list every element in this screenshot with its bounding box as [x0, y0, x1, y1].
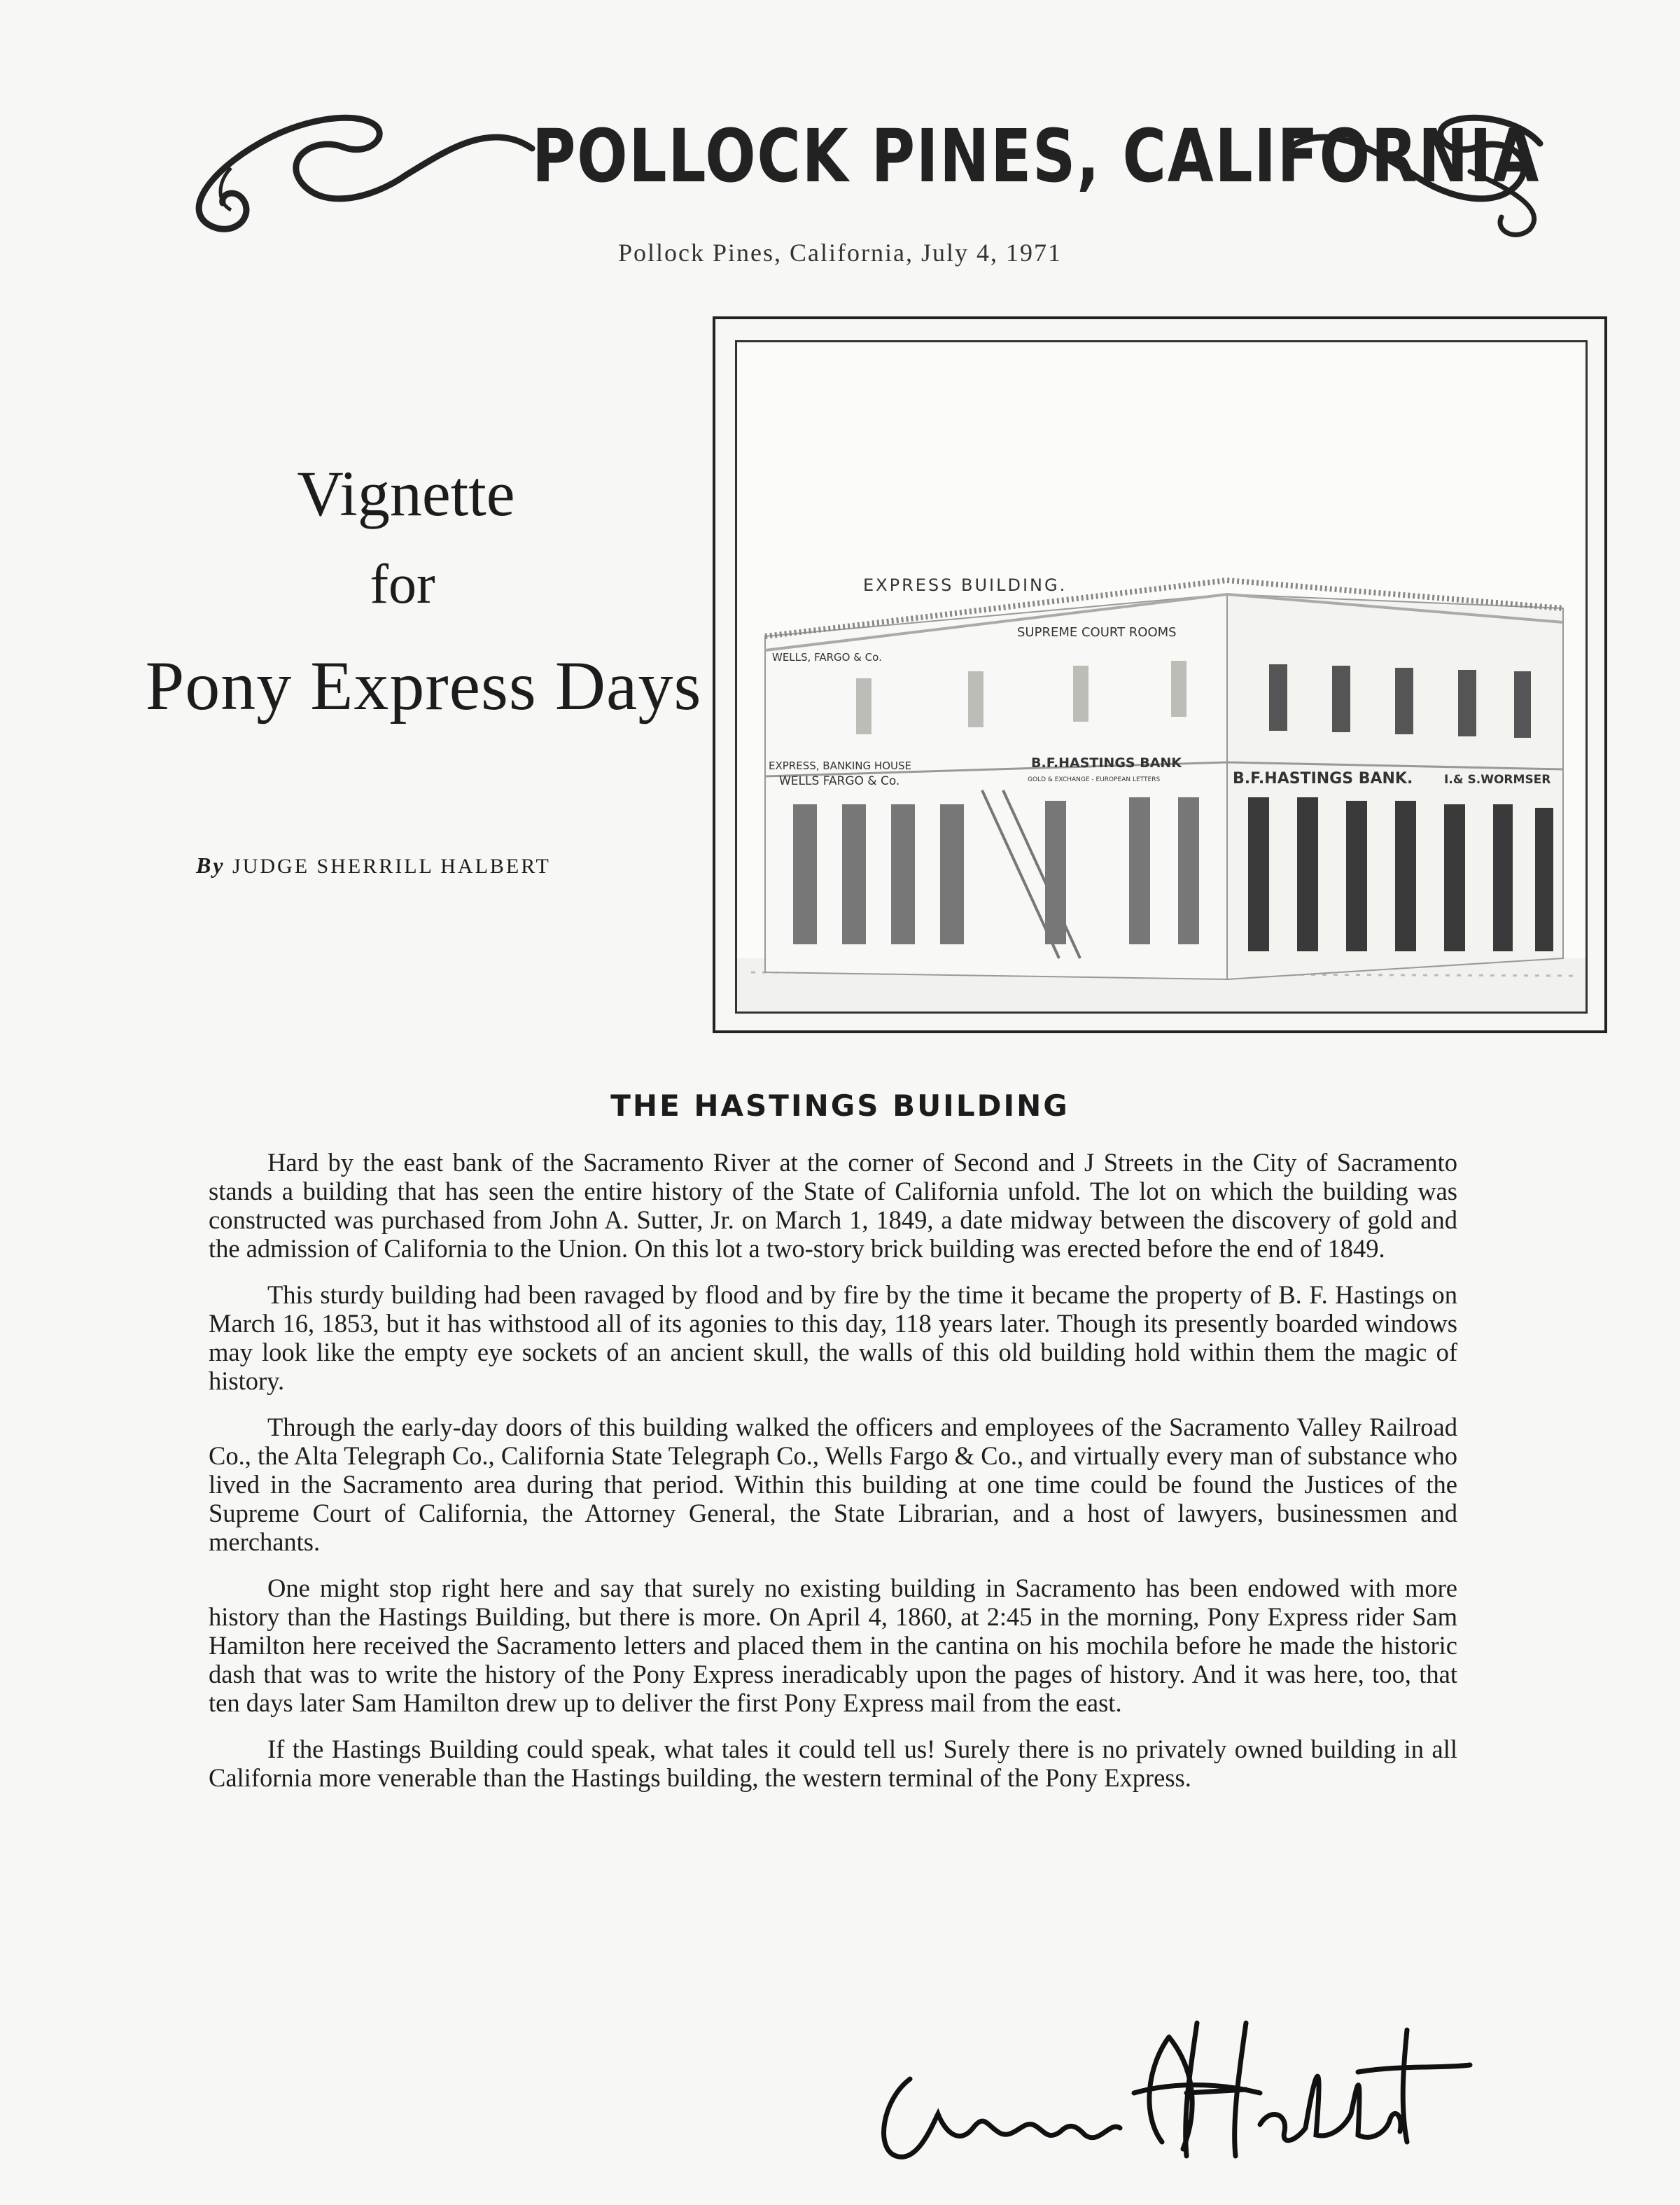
photo-frame: [713, 316, 1607, 1033]
byline-author: JUDGE SHERRILL HALBERT: [232, 855, 551, 878]
building-sketch-illustration: [737, 342, 1588, 1014]
paragraph-5: If the Hastings Building could speak, what tales it could tell us! Surely there is no privately owned building in all California more venerable than the Hastings building, the western terminal of the Pony Express.: [209, 1735, 1457, 1792]
article-heading: THE HASTINGS BUILDING: [610, 1088, 1070, 1123]
sign-hastings-bank-lower: B.F.HASTINGS BANK.: [1233, 770, 1413, 788]
byline: [196, 853, 551, 878]
sign-supreme-court: SUPREME COURT ROOMS: [1017, 625, 1177, 640]
author-signature: [868, 2009, 1477, 2177]
masthead: [140, 105, 1554, 245]
byline-prefix: By: [196, 853, 225, 878]
paragraph-2: This sturdy building had been ravaged by flood and by fire by the time it became the property of B. F. Hastings on March 16, 1853, but it has withstood all of its agonies to this day, 118 years later. Though its presently boarded windows may look like the empty eye sockets of an ancient skull, the walls of this old building hold within them the magic of history.: [209, 1280, 1457, 1395]
sign-wells-fargo-lower: WELLS FARGO & Co.: [779, 774, 900, 788]
hastings-building-photo: [735, 340, 1588, 1014]
paragraph-1: Hard by the east bank of the Sacramento River at the corner of Second and J Streets in the City of Sacramento stands a building that has seen the entire history of the State of California unfold. The lot on which the building was constructed was purchased from John A. Sutter, Jr. on March 1, 1849, a date midway between the discovery of gold and the admission of California to the Union. On this lot a two-story brick building was erected before the end of 1849.: [209, 1148, 1457, 1263]
paragraph-3: Through the early-day doors of this building walked the officers and employees of the Sacramento Valley Railroad Co., the Alta Telegraph Co., California State Telegraph Co., Wells Fargo & Co., and virtually every man of substance who lived in the Sacramento area during that period. Within this building at one time could be found the Justices of the Supreme Court of California, the Attorney General, the State Librarian, and a host of lawyers, businessmen and merchants.: [209, 1413, 1457, 1556]
paragraph-4: One might stop right here and say that surely no existing building in Sacramento has been endowed with more history than the Hastings Building, but there is more. On April 4, 1860, at 2:45 in the morning, Pony Express rider Sam Hamilton here received the Sacramento letters and placed them in the cantina on his mochila before he made the historic dash that was to write the history of the Pony Express ineradicably upon the pages of history. And it was here, too, that ten days later Sam Hamilton drew up to deliver the first Pony Express mail from the east.: [209, 1574, 1457, 1717]
sign-wells-fargo-upper: WELLS, FARGO & Co.: [772, 651, 882, 664]
sign-wormser: I.& S.WORMSER: [1444, 773, 1551, 787]
title-line-for: for: [370, 554, 435, 615]
title-line-pony-express-days: Pony Express Days: [145, 647, 702, 724]
signature-handwriting: [868, 2009, 1477, 2177]
sign-exchange: GOLD & EXCHANGE - EUROPEAN LETTERS: [1028, 776, 1161, 783]
sign-express-building: EXPRESS BUILDING.: [863, 575, 1068, 595]
dateline: Pollock Pines, California, July 4, 1971: [618, 239, 1062, 267]
sign-hastings-bank-upper: B.F.HASTINGS BANK: [1031, 755, 1182, 771]
article-body: [209, 1148, 1457, 1809]
vignette-title-block: [28, 455, 714, 735]
masthead-title: POLLOCK PINES, CALIFORNIA: [532, 113, 1541, 199]
sign-express-banking: EXPRESS, BANKING HOUSE: [769, 760, 911, 772]
title-line-vignette: Vignette: [297, 458, 515, 529]
